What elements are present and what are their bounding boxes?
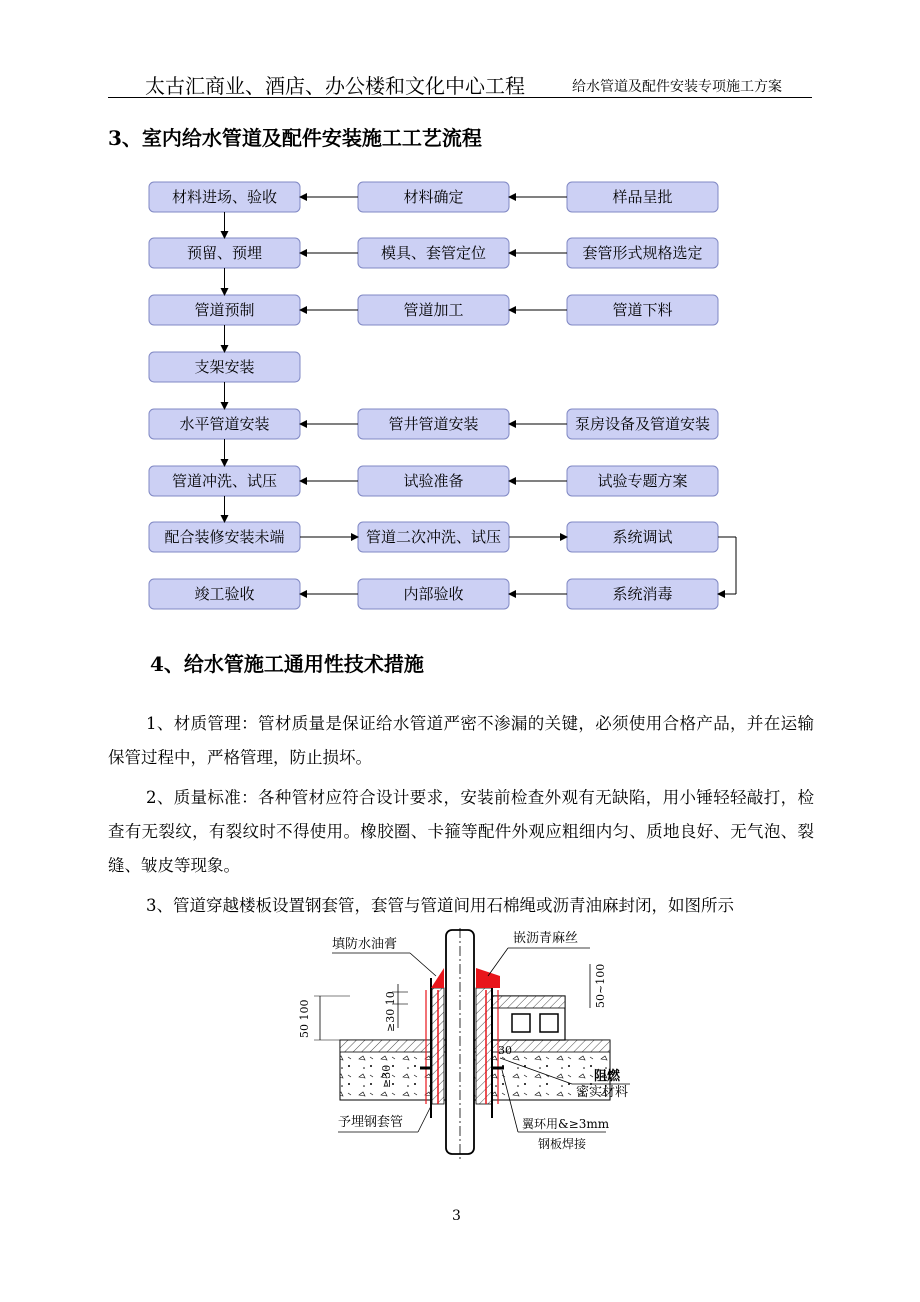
dim-left: 50 100 [298, 999, 311, 1038]
label-asphalt-hemp: 嵌沥青麻丝 [513, 931, 579, 946]
flow-label-r7c3: 系统调试 [612, 528, 673, 546]
flow-label-r7c2: 管道二次冲洗、试压 [365, 528, 502, 546]
section-3-title: 3、室内给水管道及配件安装施工工艺流程 [108, 126, 482, 150]
paragraph-material-management: 1、材质管理：管材质量是保证给水管道严密不渗漏的关键，必须使用合格产品，并在运输保管过程中，严格管理，防止损坏。 [108, 714, 814, 767]
flow-label-r7c1: 配合装修安装未端 [164, 528, 285, 546]
dim-30-right: 30 [498, 1044, 512, 1057]
flow-label-r8c3: 系统消毒 [612, 585, 673, 603]
label-steel-weld: 钢板焊接 [538, 1137, 587, 1151]
dim-small: ≥30 10 [384, 991, 397, 1032]
asphalt-hemp [476, 968, 500, 988]
sleeve-fill-right [476, 988, 492, 1104]
flow-label-r2c3: 套管形式规格选定 [582, 244, 703, 262]
flow-label-r6c3: 试验专题方案 [597, 472, 688, 490]
flow-label-r8c2: 内部验收 [403, 585, 464, 603]
flow-label-r3c2: 管道加工 [403, 301, 464, 319]
label-fireproof-2: 密实材料 [576, 1085, 629, 1100]
flow-label-r3c3: 管道下料 [612, 301, 673, 319]
header-project: 太古汇商业、酒店、办公楼和文化中心工程 [145, 74, 525, 98]
flow-label-r5c1: 水平管道安装 [179, 415, 270, 433]
flow-label-r3c1: 管道预制 [194, 301, 255, 319]
section-4-title: 4、给水管施工通用性技术措施 [150, 652, 424, 676]
label-fireproof-1: 阻燃 [594, 1069, 621, 1084]
dim-right: 50~100 [594, 963, 607, 1008]
flow-label-r1c1: 材料进场、验收 [171, 188, 278, 206]
flow-label-r5c2: 管井管道安装 [388, 415, 479, 433]
flow-label-r6c2: 试验准备 [403, 472, 464, 490]
process-flowchart [0, 0, 920, 640]
label-wing-ring: 翼环用&≥3mm [522, 1117, 610, 1131]
flow-label-r8c1: 竣工验收 [194, 585, 255, 603]
flow-label-r1c3: 样品呈批 [612, 188, 673, 206]
dim-30-left: ≥30 [380, 1064, 393, 1088]
casing-detail-drawing [290, 928, 640, 1163]
page-number: 3 [452, 1208, 461, 1224]
floor-screed [340, 1040, 610, 1052]
label-embedded-sleeve: 予埋钢套管 [338, 1115, 404, 1130]
flow-label-r4c1: 支架安装 [194, 358, 255, 376]
flow-label-r1c2: 材料确定 [403, 188, 464, 206]
flow-label-r2c2: 模具、套管定位 [380, 244, 487, 262]
flow-label-r6c1: 管道冲洗、试压 [171, 472, 278, 490]
label-waterproof-paste: 填防水油膏 [332, 937, 398, 952]
paragraph-casing-pipe: 3、管道穿越楼板设置钢套管，套管与管道间用石棉绳或沥青油麻封闭，如图所示 [146, 896, 734, 915]
waterproof-paste [431, 968, 444, 988]
header-doc-title: 给水管道及配件安装专项施工方案 [572, 79, 782, 95]
flow-label-r5c3: 泵房设备及管道安装 [574, 415, 711, 433]
paragraph-quality-standard: 2、质量标准：各种管材应符合设计要求，安装前检查外观有无缺陷，用小锤轻轻敲打，检查有无裂纹，有裂纹时不得使用。橡胶圈、卡箍等配件外观应粗细内匀、质地良好、无气泡、裂缝、皱皮等现象。 [108, 788, 814, 875]
flow-label-r2c1: 预留、预埋 [186, 244, 263, 262]
